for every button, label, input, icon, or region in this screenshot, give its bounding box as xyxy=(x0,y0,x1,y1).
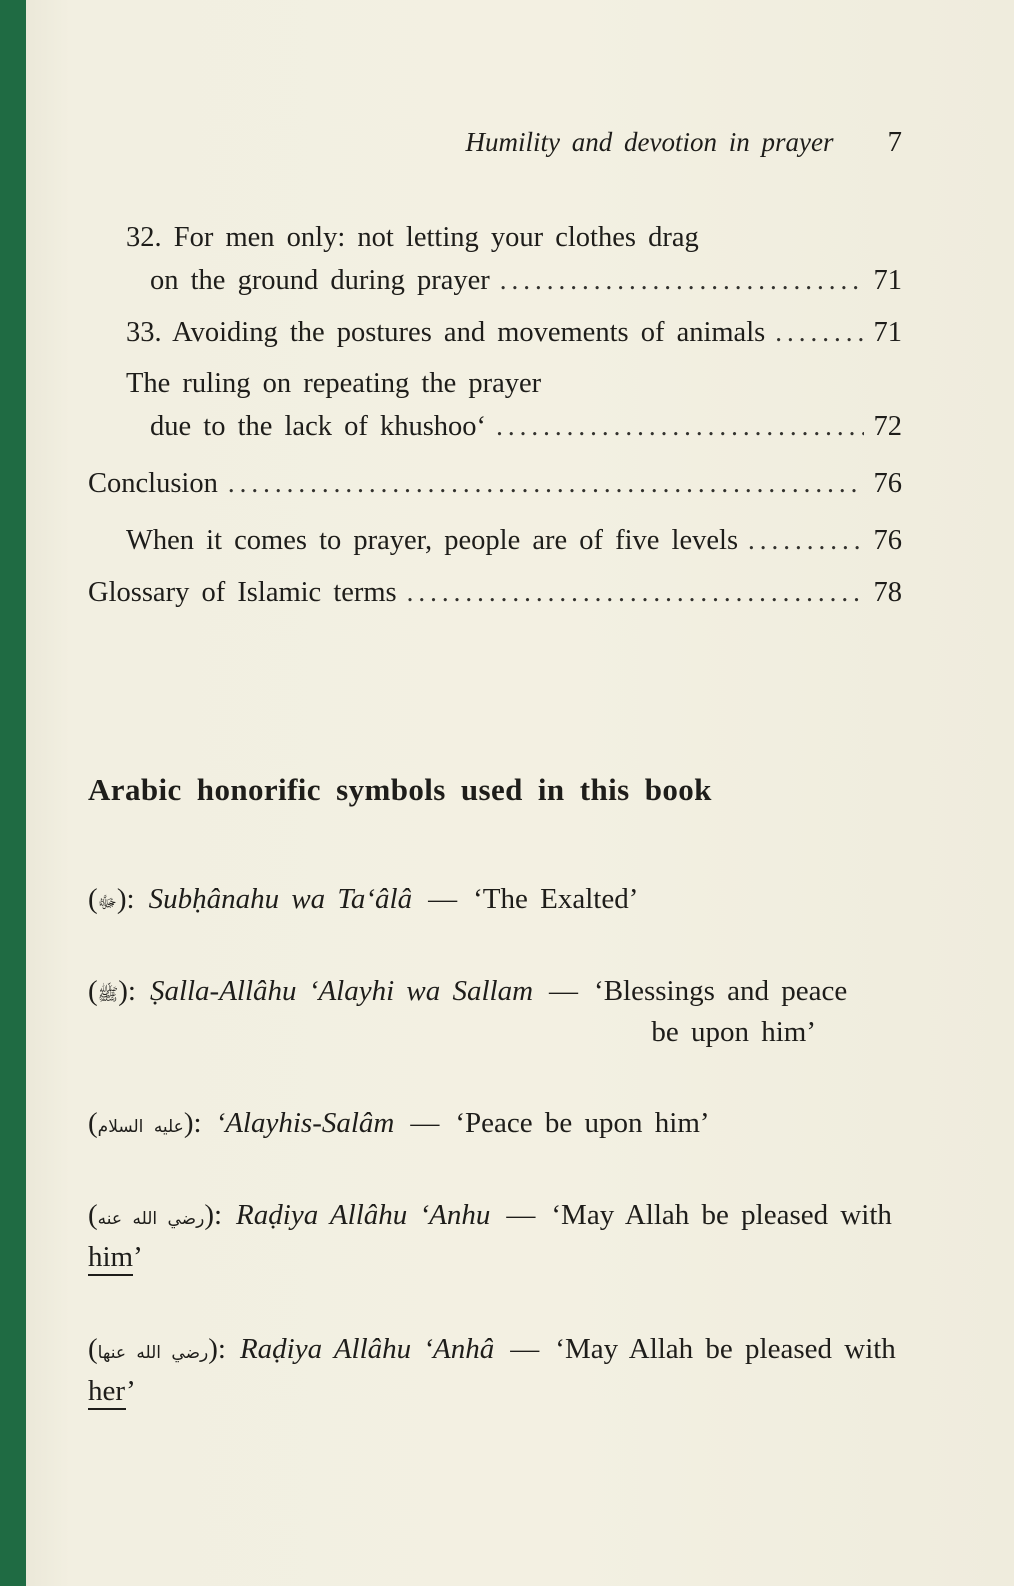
honorific-transliteration: Raḍiya Allâhu ‘Anhâ xyxy=(239,1333,495,1365)
toc-page-number: 78 xyxy=(873,577,902,608)
honorific-entry xyxy=(88,1328,902,1412)
toc-entry xyxy=(88,462,902,505)
arabic-honorific-icon: ﷺ xyxy=(97,985,119,1005)
section-heading: Arabic honorific symbols used in this book xyxy=(88,772,712,807)
toc-entry-text: on the ground during prayer xyxy=(150,265,490,296)
leader-dots xyxy=(407,571,864,614)
honorific-line xyxy=(88,970,902,1012)
leader-dots xyxy=(748,519,863,562)
honorific-meaning: ‘Blessings and peace xyxy=(594,975,848,1007)
honorific-symbol-group xyxy=(88,1199,222,1231)
em-dash: — xyxy=(549,975,579,1007)
honorific-meaning-prefix: ‘May Allah be pleased with xyxy=(555,1333,896,1365)
open-paren: ( xyxy=(88,1107,98,1139)
toc-entry-text: 33. Avoiding the postures and movements of animals xyxy=(126,317,766,348)
arabic-honorific-icon: رضي الله عنه xyxy=(97,1209,205,1229)
honorific-transliteration: Subḥânahu wa Ta‘âlâ xyxy=(148,883,413,915)
honorific-meaning-continuation: be upon him’ xyxy=(651,1016,816,1048)
em-dash: — xyxy=(510,1333,540,1365)
honorific-entry xyxy=(88,1194,902,1278)
em-dash: — xyxy=(410,1107,440,1139)
leader-dots xyxy=(496,405,863,448)
honorific-transliteration: Raḍiya Allâhu ‘Anhu xyxy=(236,1199,491,1231)
toc-entry-text: The ruling on repeating the prayer xyxy=(126,368,542,399)
toc-entry-text: due to the lack of khushoo‘ xyxy=(150,411,487,442)
close-paren-colon: ): xyxy=(118,975,136,1007)
toc-entry-text: Conclusion xyxy=(88,468,218,499)
toc-entry-text: Glossary of Islamic terms xyxy=(88,577,397,608)
running-header xyxy=(88,126,902,159)
toc-page-number: 72 xyxy=(873,411,902,442)
open-paren: ( xyxy=(88,1333,98,1365)
honorific-symbol-group xyxy=(88,883,135,915)
underlined-word: him xyxy=(88,1241,133,1276)
close-paren-colon: ): xyxy=(204,1199,223,1231)
honorific-meaning-suffix: ’ xyxy=(126,1375,136,1407)
toc-entry xyxy=(88,311,902,354)
honorific-transliteration: ‘Alayhis-Salâm xyxy=(215,1107,395,1139)
close-paren-colon: ): xyxy=(208,1333,226,1365)
toc-entry-text: When it comes to prayer, people are of five levels xyxy=(126,525,739,556)
toc-entry xyxy=(88,519,902,562)
honorific-entry xyxy=(88,878,902,920)
running-header-title: Humility and devotion in prayer xyxy=(465,127,834,157)
toc-entry-text: 32. For men only: not letting your clothes drag xyxy=(126,222,699,253)
toc-entry xyxy=(88,571,902,614)
em-dash: — xyxy=(428,883,458,915)
toc-line xyxy=(88,571,902,614)
table-of-contents xyxy=(88,217,902,614)
toc-line xyxy=(88,311,902,354)
toc-page-number: 71 xyxy=(873,265,902,296)
honorific-meaning: ‘Peace be upon him’ xyxy=(455,1107,710,1139)
toc-line xyxy=(88,259,902,302)
toc-entry xyxy=(88,363,902,448)
honorific-transliteration: Ṣalla-Allâhu ‘Alayhi wa Sallam xyxy=(149,975,534,1007)
honorific-meaning: ‘The Exalted’ xyxy=(473,883,639,915)
toc-line xyxy=(88,363,902,405)
page-number: 7 xyxy=(887,126,902,158)
honorific-meaning-prefix: ‘May Allah be pleased with xyxy=(551,1199,892,1231)
honorific-legend xyxy=(88,878,902,1412)
toc-line xyxy=(88,217,902,259)
open-paren: ( xyxy=(88,975,98,1007)
em-dash: — xyxy=(506,1199,536,1231)
toc-page-number: 76 xyxy=(873,468,902,499)
open-paren: ( xyxy=(88,1199,98,1231)
toc-page-number: 71 xyxy=(873,317,902,348)
honorific-symbol-group xyxy=(88,1107,202,1139)
underlined-word: her xyxy=(88,1375,126,1410)
toc-entry xyxy=(88,217,902,302)
toc-line xyxy=(88,519,902,562)
arabic-honorific-icon: عليه السلام xyxy=(97,1117,184,1137)
toc-page-number: 76 xyxy=(873,525,902,556)
leader-dots xyxy=(775,311,863,354)
honorific-meaning-suffix: ’ xyxy=(133,1241,143,1273)
honorific-symbol-group xyxy=(88,1333,226,1365)
toc-line xyxy=(88,405,902,448)
toc-line xyxy=(88,462,902,505)
open-paren: ( xyxy=(88,883,98,915)
arabic-honorific-icon: رضي الله عنها xyxy=(97,1343,209,1363)
honorific-entry xyxy=(88,1102,902,1144)
close-paren-colon: ): xyxy=(116,883,135,915)
honorific-symbol-group xyxy=(88,975,136,1007)
leader-dots xyxy=(228,462,864,505)
arabic-honorific-icon: ﷻ xyxy=(97,893,117,913)
honorific-entry xyxy=(88,970,902,1052)
leader-dots xyxy=(500,259,864,302)
close-paren-colon: ): xyxy=(183,1107,202,1139)
